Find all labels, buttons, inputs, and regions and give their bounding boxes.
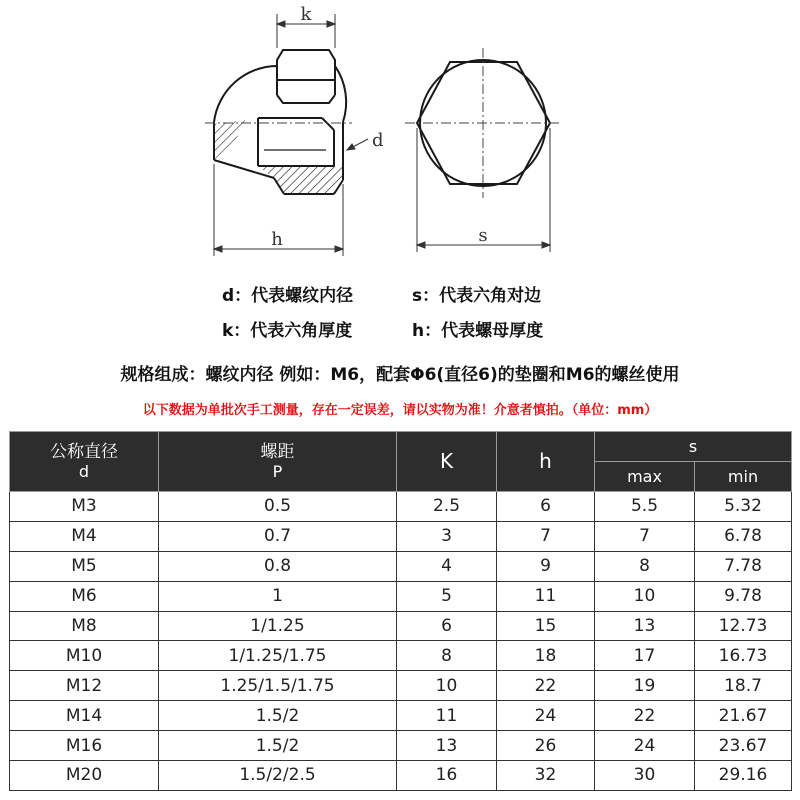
dim-d-label: d: [372, 130, 384, 151]
cell-s-max: 13: [595, 611, 695, 641]
cell-p: 1.5/2/2.5: [159, 761, 397, 791]
table-row: [10, 611, 792, 641]
table-row: [10, 581, 792, 611]
cell-s-max: 24: [595, 731, 695, 761]
table-row: [10, 492, 792, 522]
header-s-min: min: [695, 462, 792, 492]
header-s-max: max: [595, 462, 695, 492]
cell-k: 3: [397, 521, 497, 551]
cell-d: M4: [10, 521, 159, 551]
table-row: [10, 671, 792, 701]
cell-s-max: 17: [595, 641, 695, 671]
cell-s-max: 19: [595, 671, 695, 701]
cell-p: 1.5/2: [159, 731, 397, 761]
cell-k: 4: [397, 551, 497, 581]
legend-h: h：代表螺母厚度: [412, 321, 544, 341]
cell-s-min: 5.32: [695, 492, 792, 522]
cell-d: M10: [10, 641, 159, 671]
cell-h: 24: [497, 701, 595, 731]
cell-k: 8: [397, 641, 497, 671]
header-h: h: [497, 432, 595, 492]
header-d-line2: d: [78, 461, 90, 481]
cell-h: 15: [497, 611, 595, 641]
header-d-line1: 公称直径: [50, 441, 118, 462]
spec-table: [9, 431, 792, 791]
cell-s-max: 8: [595, 551, 695, 581]
legend-d: d：代表螺纹内径: [222, 286, 354, 306]
cell-h: 26: [497, 731, 595, 761]
cell-p: 0.5: [159, 492, 397, 522]
cell-k: 5: [397, 581, 497, 611]
cell-s-max: 10: [595, 581, 695, 611]
dimension-d: [347, 139, 368, 150]
cell-k: 11: [397, 701, 497, 731]
cell-d: M14: [10, 701, 159, 731]
cell-h: 7: [497, 521, 595, 551]
dim-k-label: k: [300, 4, 312, 25]
cell-d: M8: [10, 611, 159, 641]
cell-k: 13: [397, 731, 497, 761]
table-body: [10, 492, 792, 791]
cell-s-min: 23.67: [695, 731, 792, 761]
cell-k: 16: [397, 761, 497, 791]
section-hatching: [214, 120, 343, 194]
cell-s-min: 7.78: [695, 551, 792, 581]
top-centerlines: [405, 48, 562, 198]
table-row: [10, 551, 792, 581]
cell-s-max: 30: [595, 761, 695, 791]
header-p-line2: P: [272, 461, 283, 481]
cell-h: 6: [497, 492, 595, 522]
cell-d: M12: [10, 671, 159, 701]
cell-k: 10: [397, 671, 497, 701]
cell-s-min: 18.7: [695, 671, 792, 701]
cell-s-min: 12.73: [695, 611, 792, 641]
header-p-line1: 螺距: [260, 441, 295, 462]
header-s: s: [595, 432, 792, 462]
cell-d: M6: [10, 581, 159, 611]
cell-p: 0.7: [159, 521, 397, 551]
dim-h-label: h: [271, 229, 283, 250]
cell-s-max: 7: [595, 521, 695, 551]
cell-d: M16: [10, 731, 159, 761]
cell-d: M5: [10, 551, 159, 581]
cell-d: M20: [10, 761, 159, 791]
cell-p: 1/1.25: [159, 611, 397, 641]
cell-p: 1/1.25/1.75: [159, 641, 397, 671]
cell-s-max: 5.5: [595, 492, 695, 522]
header-pitch: [159, 432, 397, 492]
cell-s-min: 29.16: [695, 761, 792, 791]
cell-s-min: 16.73: [695, 641, 792, 671]
table-row: [10, 761, 792, 791]
cell-p: 1.5/2: [159, 701, 397, 731]
cell-h: 32: [497, 761, 595, 791]
cell-s-min: 6.78: [695, 521, 792, 551]
cell-h: 9: [497, 551, 595, 581]
cell-p: 1.25/1.5/1.75: [159, 671, 397, 701]
table-row: [10, 701, 792, 731]
table-row: [10, 731, 792, 761]
cell-h: 22: [497, 671, 595, 701]
cell-k: 2.5: [397, 492, 497, 522]
cell-k: 6: [397, 611, 497, 641]
header-nominal-diameter: [10, 432, 159, 492]
cell-s-min: 21.67: [695, 701, 792, 731]
dim-s-label: s: [478, 225, 488, 246]
table-row: [10, 521, 792, 551]
cell-h: 18: [497, 641, 595, 671]
cell-p: 1: [159, 581, 397, 611]
spec-note: 规格组成：螺纹内径 例如：M6，配套Φ6(直径6)的垫圈和M6的螺丝使用: [120, 365, 680, 385]
cell-s-min: 9.78: [695, 581, 792, 611]
cell-s-max: 22: [595, 701, 695, 731]
table-row: [10, 641, 792, 671]
cell-h: 11: [497, 581, 595, 611]
legend-k: k：代表六角厚度: [222, 321, 353, 341]
cap-nut-drawing: [0, 0, 800, 270]
measurement-notice: 以下数据为单批次手工测量，存在一定误差，请以实物为准！介意者慎拍。（单位：mm）: [142, 403, 658, 418]
header-k: K: [397, 432, 497, 492]
cell-p: 0.8: [159, 551, 397, 581]
legend-s: s：代表六角对边: [412, 286, 542, 306]
cell-d: M3: [10, 492, 159, 522]
